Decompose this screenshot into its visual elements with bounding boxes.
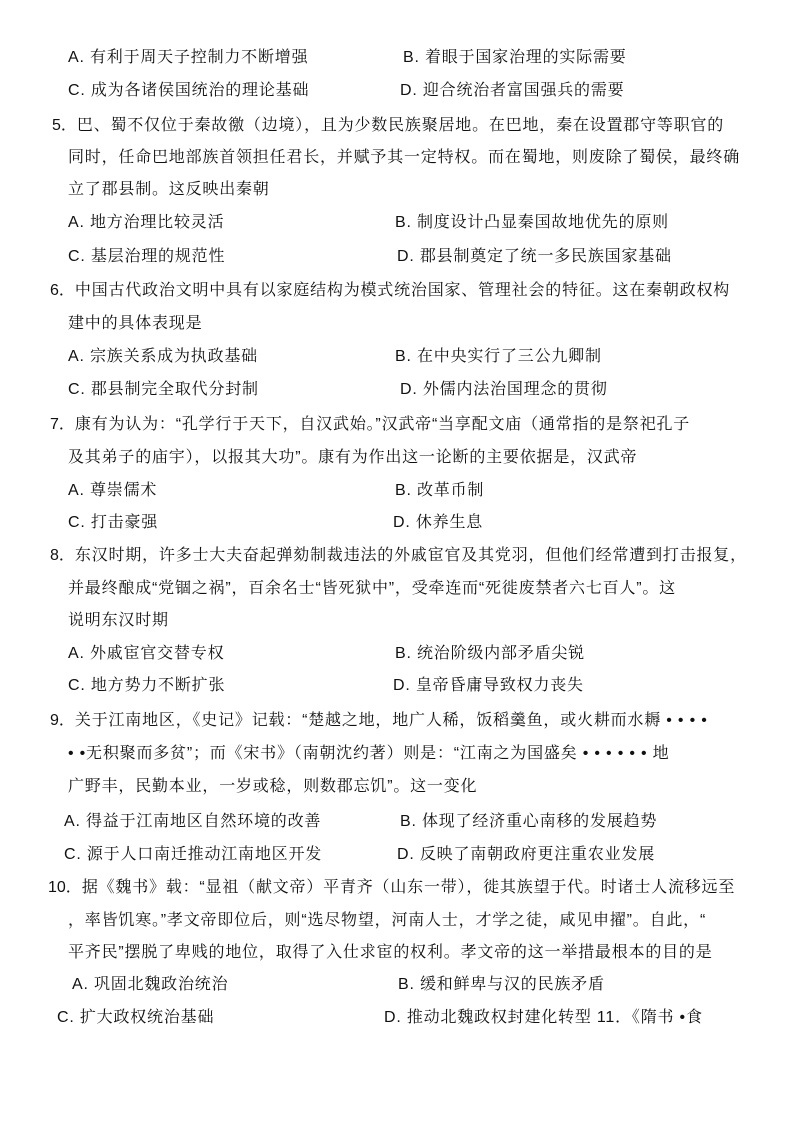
q6-stem-text-1: 中国古代政治文明中具有以家庭结构为模式统治国家、管理社会的特征。这在秦朝政权构	[74, 282, 731, 299]
q7-option-a: A. 尊崇儒术	[68, 482, 158, 499]
q9-option-b: B. 体现了经济重心南移的发展趋势	[400, 813, 658, 830]
q7-option-b: B. 改革币制	[395, 482, 485, 499]
q8-number: 8．	[50, 547, 75, 564]
q9-option-c: C. 源于人口南迁推动江南地区开发	[64, 846, 323, 863]
q8-stem-text-1: 东汉时期，许多士大夫奋起弹劾制裁违法的外戚宦官及其党羽，但他们经常遭到打击报复，	[74, 547, 747, 564]
q9-stem-text-1: 关于江南地区，《史记》记载：“楚越之地，地广人稀，饭稻羹鱼，或火耕而水耨 • • • •	[74, 712, 708, 729]
q9-stem-line-1	[50, 711, 708, 731]
q5-stem-text-1: 巴、蜀不仅位于秦故徼（边境），且为少数民族聚居地。在巴地，秦在设置郡守等职官的	[76, 117, 725, 134]
q7-stem-text-1: 康有为认为：“孔学行于天下，自汉武始。”汉武帝“当享配文庙（通常指的是祭祀孔子	[74, 416, 691, 433]
q10-option-d: D. 推动北魏政权封建化转型	[384, 1009, 592, 1026]
q5-option-a: A. 地方治理比较灵活	[68, 214, 225, 231]
prev-option-b: B. 着眼于国家治理的实际需要	[403, 49, 627, 66]
q7-number: 7．	[50, 416, 75, 433]
q6-option-d: D. 外儒内法治国理念的贯彻	[400, 381, 608, 398]
q6-option-c: C. 郡县制完全取代分封制	[68, 381, 259, 398]
q10-stem-text-1: 据《魏书》载：“显祖（献文帝）平青齐（山东一带），徙其族望于代。时诸士人流移远至	[81, 879, 736, 896]
q7-stem-line-1	[50, 415, 690, 435]
q6-option-b: B. 在中央实行了三公九卿制	[395, 348, 602, 365]
q5-option-c: C. 基层治理的规范性	[68, 248, 226, 265]
q10-number: 10．	[48, 879, 82, 896]
q8-option-d: D. 皇帝昏庸导致权力丧失	[393, 677, 584, 694]
q6-option-a: A. 宗族关系成为执政基础	[68, 348, 258, 365]
q9-option-d: D. 反映了南朝政府更注重农业发展	[397, 846, 656, 863]
q8-stem-line-1	[50, 546, 747, 566]
q5-stem-line-2: 同时，任命巴地部族首领担任君长，并赋予其一定特权。而在蜀地，则废除了蜀侯，最终确	[68, 149, 741, 166]
q5-number: 5．	[52, 117, 77, 134]
q8-stem-line-3: 说明东汉时期	[68, 612, 169, 629]
prev-option-d: D. 迎合统治者富国强兵的需要	[400, 82, 625, 99]
q5-stem-line-3: 立了郡县制。这反映出秦朝	[68, 181, 270, 198]
q5-stem-line-1	[52, 116, 724, 136]
q8-stem-line-2: 并最终酿成“党锢之祸”，百余名士“皆死狱中”，受牵连而“死徙废禁者六七百人”。这	[68, 580, 676, 597]
q10-option-c: C. 扩大政权统治基础	[57, 1009, 215, 1026]
q10-stem-line-2: ，率皆饥寒。”孝文帝即位后，则“选尽物望，河南人士，才学之徒，咸见申擢”。自此，“	[68, 912, 707, 929]
q8-option-a: A. 外戚宦官交替专权	[68, 645, 225, 662]
q7-option-c: C. 打击豪强	[68, 514, 159, 531]
q11-fragment: 11．《隋书 •食	[596, 1009, 703, 1026]
q9-stem-line-2: • •无积聚而多贫”；而《宋书》（南朝沈约著）则是：“江南之为国盛矣 • • • • • • 地	[68, 745, 670, 762]
prev-option-a: A. 有利于周天子控制力不断增强	[68, 49, 309, 66]
q5-option-d: D. 郡县制奠定了统一多民族国家基础	[397, 248, 672, 265]
q8-option-b: B. 统治阶级内部矛盾尖锐	[395, 645, 585, 662]
q6-number: 6．	[50, 282, 75, 299]
q5-option-b: B. 制度设计凸显秦国故地优先的原则	[395, 214, 669, 231]
q10-option-d-line	[384, 1008, 703, 1028]
q7-option-d: D. 休养生息	[393, 514, 484, 531]
q7-stem-line-2: 及其弟子的庙宇），以报其大功”。康有为作出这一论断的主要依据是，汉武帝	[68, 449, 638, 466]
q9-stem-line-3: 广野丰，民勤本业，一岁或稔，则数郡忘饥”。这一变化	[68, 778, 478, 795]
q10-stem-line-1	[48, 878, 735, 898]
q10-stem-line-3: 平齐民”摆脱了卑贱的地位，取得了入仕求宦的权利。孝文帝的这一举措最根本的目的是	[68, 944, 713, 961]
prev-option-c: C. 成为各诸侯国统治的理论基础	[68, 82, 310, 99]
q8-option-c: C. 地方势力不断扩张	[68, 677, 226, 694]
q9-number: 9．	[50, 712, 75, 729]
q9-option-a: A. 得益于江南地区自然环境的改善	[64, 813, 322, 830]
q6-stem-line-1	[50, 281, 730, 301]
q10-option-b: B. 缓和鲜卑与汉的民族矛盾	[398, 976, 605, 993]
q10-option-a: A. 巩固北魏政治统治	[72, 976, 229, 993]
q6-stem-line-2: 建中的具体表现是	[68, 315, 203, 332]
